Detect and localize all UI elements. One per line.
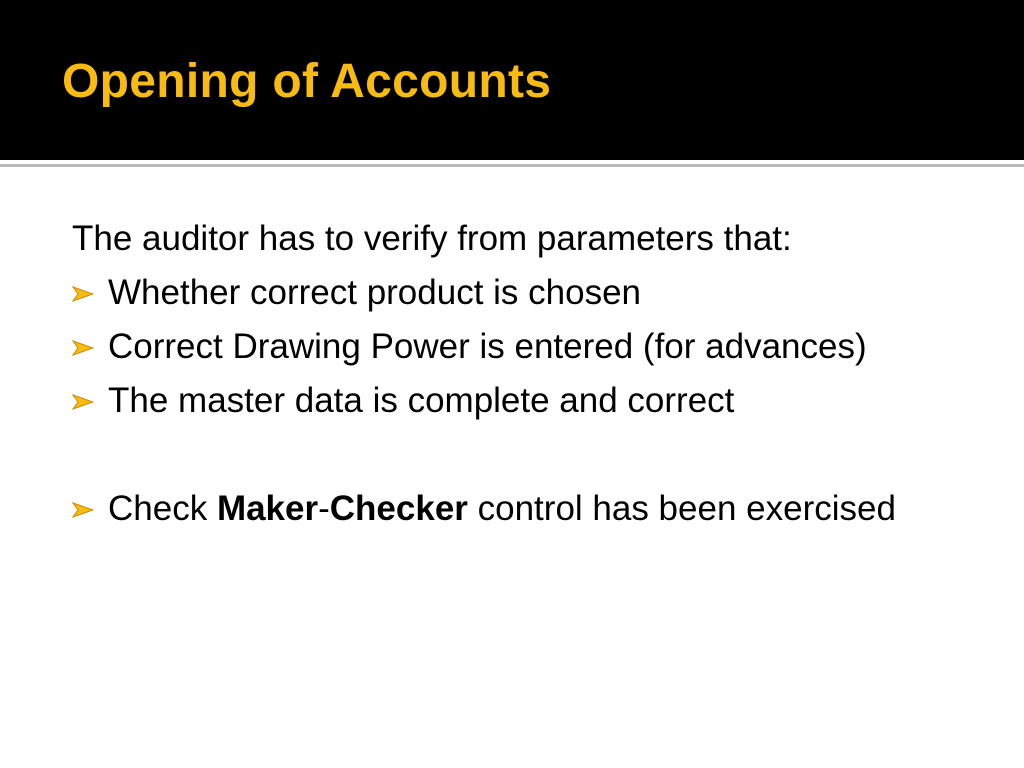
bullet-item: [72, 374, 972, 428]
checker-text: Checker: [329, 489, 468, 528]
bullet-item: [72, 320, 972, 374]
title-divider-gray: [0, 164, 1024, 167]
arrowhead-bullet-icon: [72, 394, 94, 410]
check-suffix-text: control has been exercised: [467, 489, 896, 528]
maker-text: Maker: [216, 489, 319, 528]
bullet-text: Correct Drawing Power is entered (for advances): [108, 327, 867, 366]
intro-text: The auditor has to verify from parameters that:: [72, 219, 792, 258]
slide-title: Opening of Accounts: [62, 55, 552, 108]
dash-text: -: [318, 489, 330, 528]
check-prefix-text: Check: [108, 489, 217, 528]
arrowhead-bullet-icon: [72, 286, 94, 302]
bullet-text: Whether correct product is chosen: [108, 273, 642, 312]
bullet-item: [72, 266, 972, 320]
arrowhead-bullet-icon: [72, 502, 94, 518]
arrowhead-bullet-icon: [72, 340, 94, 356]
title-bar: [0, 0, 1024, 160]
bullet-item-check: [72, 482, 972, 536]
bullet-text: The master data is complete and correct: [108, 381, 735, 420]
slide-body: [72, 212, 972, 536]
